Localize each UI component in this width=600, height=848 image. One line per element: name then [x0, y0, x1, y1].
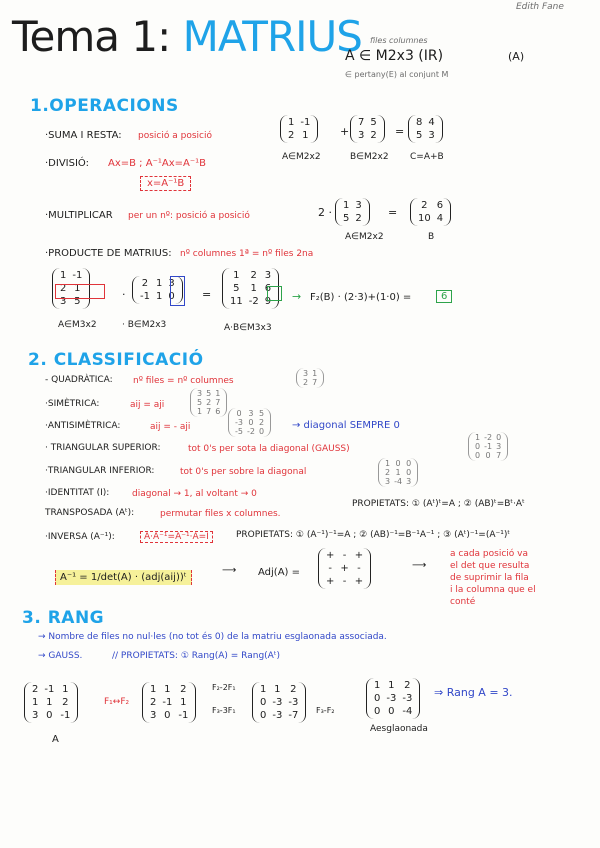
mult-matrix-a	[335, 198, 370, 226]
matrix-cell: 1	[32, 697, 39, 708]
matrix-cell: 3	[355, 200, 362, 211]
matrix-row	[147, 683, 191, 696]
matrix-row	[415, 199, 446, 212]
matrix-cell: 6	[436, 200, 444, 211]
matrix-cell: 3	[32, 710, 39, 721]
matrix-row	[227, 269, 274, 282]
sim-desc: aij = aji	[130, 400, 165, 410]
matrix-row	[371, 679, 415, 692]
row-highlight-box	[55, 284, 105, 299]
equals-sign: =	[395, 125, 405, 138]
matrix-row	[233, 427, 266, 436]
matrix-cell: 2	[290, 684, 297, 695]
matrix-cell: 2	[288, 130, 295, 141]
matrix-row	[233, 418, 266, 427]
matrix-cell: 0	[485, 451, 491, 460]
matrix-row	[473, 451, 503, 460]
matrix-cell: 5	[197, 398, 203, 407]
matrix-cell: 5	[233, 283, 240, 294]
matrix-cell: 1	[150, 684, 157, 695]
matrix-cell: -1	[300, 117, 311, 128]
matrix-cell: 2	[385, 468, 391, 477]
matrix-cell: -5	[235, 427, 243, 436]
matrix-cell: 5	[343, 213, 350, 224]
matrix-row	[323, 562, 366, 575]
inv-label: ·INVERSA (A⁻¹):	[45, 532, 115, 542]
div-result: x=A⁻¹B	[140, 176, 191, 191]
equals-sign: =	[388, 206, 398, 219]
matrix-cell: 3	[385, 477, 391, 486]
trans-label: TRANSPOSADA (Aᵗ):	[45, 508, 135, 518]
result-highlight-box	[267, 286, 282, 301]
matrix-cell: 3	[264, 270, 272, 281]
tinf-matrix	[378, 458, 418, 487]
author-name: Edith Fane	[516, 2, 564, 12]
matrix-row	[371, 692, 415, 705]
col-highlight-box	[170, 276, 185, 306]
matrix-row	[473, 442, 503, 451]
matrix-cell: 0	[258, 427, 265, 436]
matrix-cell: 3	[60, 296, 67, 307]
matrix-row	[57, 269, 85, 282]
prod-c-label: A·B∈M3x3	[224, 323, 272, 333]
prod-a-label: A∈M3x2	[58, 320, 97, 330]
matrix-row	[29, 709, 73, 722]
matrix-cell: 0	[374, 706, 381, 717]
anti-desc: aij = - aji	[150, 422, 191, 432]
equals-sign: =	[202, 288, 212, 301]
rang-matrix-step2	[252, 682, 306, 723]
matrix-cell: 1	[385, 459, 391, 468]
matrix-cell: 1	[74, 283, 81, 294]
op-f2: F₂-2F₁	[212, 683, 236, 692]
matrix-cell: 0	[374, 693, 381, 704]
matrix-cell: -7	[288, 710, 299, 721]
adj-note-line: i la columna que el	[450, 585, 536, 595]
matrix-cell: 5	[370, 117, 377, 128]
matrix-cell: 2	[404, 680, 411, 691]
title-topic: MATRIUS	[182, 12, 362, 61]
matrix-cell: -3	[272, 710, 283, 721]
matrix-cell: 2	[421, 200, 428, 211]
matrix-cell: 9	[264, 296, 272, 307]
matrix-cell: 1	[250, 283, 257, 294]
sim-label: ·SIMÈTRICA:	[45, 399, 100, 409]
dot-sign: ·	[122, 288, 126, 301]
prod-label: ·PRODUCTE DE MATRIUS:	[45, 248, 172, 259]
matrix-row	[340, 212, 365, 225]
matrix-cell: -1	[60, 710, 71, 721]
arrow-icon: →	[292, 290, 302, 303]
tinf-desc: tot 0's per sobre la diagonal	[180, 467, 307, 477]
matrix-cell: 5	[416, 130, 423, 141]
matrix-cell: 1	[475, 433, 481, 442]
mult-label: ·MULTIPLICAR	[45, 210, 113, 221]
matrix-cell: 2	[141, 278, 149, 289]
matrix-cell: 8	[416, 117, 423, 128]
matrix-cell: 5	[258, 409, 265, 418]
matrix-row	[473, 433, 503, 442]
matrix-row	[301, 369, 319, 378]
matrix-cell: 2	[150, 697, 157, 708]
adj-note-line: el det que resulta	[450, 561, 530, 571]
matrix-cell: 5	[206, 389, 212, 398]
inv-props: PROPIETATS: ① (A⁻¹)⁻¹=A ; ② (AB)⁻¹=B⁻¹A⁻¹ ; ③ (Aᵗ)⁻¹=(A⁻¹)ᵗ	[236, 530, 511, 540]
matrix-cell: +	[326, 550, 335, 561]
matrix-cell: -3	[272, 697, 283, 708]
quad-desc: nº files = nº columnes	[133, 376, 234, 386]
matrix-cell: 0	[395, 459, 401, 468]
matrix-cell: 4	[428, 117, 435, 128]
matrix-cell: 1	[288, 117, 295, 128]
adj-sign-matrix	[318, 548, 371, 589]
rang-echelon-label: Aesglaonada	[370, 724, 428, 734]
tinf-label: ·TRIANGULAR INFERIOR:	[45, 466, 155, 476]
anti-label: ·ANTISIMÈTRICA:	[45, 421, 121, 431]
matrix-cell: 1	[388, 680, 395, 691]
matrix-row	[29, 696, 73, 709]
arrow-icon: ⟶	[412, 560, 427, 571]
matrix-cell: 1	[180, 697, 187, 708]
adj-note-line: a cada posició va	[450, 549, 528, 559]
matrix-cell: 0	[260, 710, 267, 721]
rang-a-label: A	[52, 734, 59, 745]
suma-desc: posició a posició	[138, 131, 212, 141]
rang-gauss: → GAUSS.	[38, 651, 83, 661]
rang-result: ⇒ Rang A = 3.	[434, 686, 513, 699]
matrix-cell: 0	[248, 418, 254, 427]
page-title	[12, 12, 362, 61]
set-label: (A)	[508, 50, 525, 63]
tsup-label: · TRIANGULAR SUPERIOR:	[45, 443, 161, 453]
matrix-cell: 0	[406, 459, 412, 468]
matrix-row	[147, 696, 191, 709]
matrix-row	[233, 409, 266, 418]
anti-matrix	[228, 408, 271, 437]
matrix-row	[413, 129, 438, 142]
matrix-cell: 1	[60, 270, 67, 281]
matrix-cell: 3	[168, 278, 175, 289]
div-label: ·DIVISIÓ:	[45, 158, 89, 169]
matrix-cell: 3	[248, 409, 254, 418]
matrix-cell: 1	[155, 291, 163, 302]
matrix-cell: 7	[206, 407, 212, 416]
adj-note-line: conté	[450, 597, 476, 607]
matrix-cell: 2	[62, 697, 69, 708]
matrix-cell: 1	[260, 684, 267, 695]
matrix-cell: 2	[180, 684, 187, 695]
matrix-cell: -	[342, 550, 347, 561]
section-classificacio-heading: 2. CLASSIFICACIÓ	[28, 350, 204, 370]
matrix-cell: 2	[206, 398, 212, 407]
matrix-cell: 7	[215, 398, 221, 407]
matrix-cell: 1	[233, 270, 240, 281]
matrix-cell: 0	[46, 710, 53, 721]
inv-formula: A⁻¹ = 1/det(A) · (adj(aij))ᵗ	[55, 570, 192, 585]
matrix-cell: -3	[386, 693, 397, 704]
suma-matrix-a	[280, 115, 318, 143]
fila-col-note: files columnes	[370, 36, 428, 45]
matrix-cell: -4	[394, 477, 403, 486]
matrix-cell: 3	[150, 710, 157, 721]
matrix-cell: +	[340, 563, 349, 574]
matrix-cell: 1	[343, 200, 350, 211]
matrix-row	[371, 705, 415, 718]
matrix-row	[413, 116, 438, 129]
matrix-cell: +	[326, 576, 335, 587]
suma-label: ·SUMA I RESTA:	[45, 130, 122, 141]
prod-desc: nº columnes 1ª = nº files 2na	[180, 249, 314, 259]
matrix-row	[147, 709, 191, 722]
matrix-cell: 1	[312, 369, 318, 378]
matrix-cell: 3	[406, 477, 412, 486]
matrix-cell: 1	[302, 130, 309, 141]
matrix-row	[383, 459, 413, 468]
matrix-row	[355, 116, 380, 129]
matrix-cell: -1	[162, 697, 173, 708]
matrix-cell: -1	[72, 270, 83, 281]
quad-label: - QUADRÀTICA:	[45, 375, 113, 385]
matrix-row	[29, 683, 73, 696]
matrix-row	[195, 407, 222, 416]
prod-calc: F₂(B) · (2·3)+(1·0) =	[310, 292, 412, 303]
matrix-cell: 1	[46, 697, 53, 708]
matrix-cell: +	[354, 576, 364, 587]
matrix-cell: -3	[288, 697, 299, 708]
matrix-row	[415, 212, 446, 225]
matrix-cell: 7	[496, 451, 502, 460]
section-rang-heading: 3. RANG	[22, 608, 105, 628]
matrix-cell: 1	[197, 407, 203, 416]
matrix-cell: -2	[484, 433, 493, 442]
matrix-cell: -2	[248, 296, 259, 307]
matrix-cell: 10	[418, 213, 431, 224]
rang-definition: → Nombre de files no nul·les (no tot és 0) de la matriu esglaonada associada.	[38, 632, 387, 642]
matrix-row	[257, 709, 301, 722]
matrix-row	[257, 696, 301, 709]
matrix-cell: 2	[303, 378, 309, 387]
rang-props: // PROPIETATS: ① Rang(A) = Rang(Aᵗ)	[112, 651, 280, 661]
matrix-cell: 1	[274, 684, 281, 695]
matrix-cell: 0	[496, 433, 502, 442]
matrix-cell: 1	[155, 278, 163, 289]
mult-b-label: B	[428, 232, 435, 242]
op-f3-f2: F₃-F₂	[316, 706, 335, 715]
matrix-cell: 1	[62, 684, 69, 695]
title-prefix: Tema 1:	[12, 12, 171, 61]
matrix-row	[195, 398, 222, 407]
matrix-cell: 3	[303, 369, 309, 378]
matrix-cell: -	[357, 563, 361, 574]
matrix-row	[383, 477, 413, 486]
matrix-cell: 2	[370, 130, 377, 141]
matrix-row	[285, 129, 313, 142]
matrix-cell: 7	[312, 378, 318, 387]
prod-b-label: · B∈M2x3	[122, 320, 167, 330]
matrix-cell: 2	[258, 418, 265, 427]
matrix-cell: 0	[406, 468, 412, 477]
matrix-row	[323, 549, 366, 562]
matrix-cell: 2	[355, 213, 362, 224]
matrix-cell: 6	[264, 283, 272, 294]
matrix-cell: 0	[236, 409, 242, 418]
tsup-desc: tot 0's per sota la diagonal (GAUSS)	[188, 444, 350, 454]
suma-b-label: B∈M2x2	[350, 152, 389, 162]
matrix-cell: -4	[402, 706, 413, 717]
matrix-row	[257, 683, 301, 696]
matrix-cell: 1	[164, 684, 171, 695]
matrix-cell: 0	[388, 706, 395, 717]
rang-matrix-step1	[142, 682, 196, 723]
matrix-cell: 0	[475, 451, 481, 460]
matrix-cell: 1	[215, 389, 221, 398]
mult-scalar: 2 ·	[318, 206, 332, 219]
suma-matrix-c	[408, 115, 443, 143]
matrix-cell: 0	[475, 442, 481, 451]
matrix-cell: 7	[358, 117, 365, 128]
matrix-cell: -1	[484, 442, 493, 451]
matrix-cell: 5	[74, 296, 81, 307]
suma-c-label: C=A+B	[410, 152, 444, 162]
anti-note: → diagonal SEMPRE 0	[292, 420, 400, 431]
div-equation: Ax=B ; A⁻¹Ax=A⁻¹B	[108, 158, 206, 169]
mult-desc: per un nº: posició a posició	[128, 211, 250, 221]
matrix-row	[355, 129, 380, 142]
suma-matrix-b	[350, 115, 385, 143]
sim-matrix	[190, 388, 227, 417]
section-operacions-heading: 1.OPERACIONS	[30, 96, 179, 116]
matrix-cell: -1	[140, 291, 150, 302]
matrix-row	[195, 389, 222, 398]
matrix-cell: -3	[235, 418, 243, 427]
matrix-cell: 3	[358, 130, 365, 141]
op-swap: F₁↔F₂	[104, 697, 130, 707]
matrix-cell: 3	[197, 389, 203, 398]
matrix-cell: -	[328, 563, 332, 574]
matrix-cell: -	[342, 576, 347, 587]
adj-label: Adj(A) =	[258, 567, 300, 578]
rang-matrix-echelon	[366, 678, 420, 719]
rang-matrix-a	[24, 682, 78, 723]
pertany-note: ∈ pertany(E) al conjunt M	[345, 70, 449, 79]
matrix-cell: 11	[230, 296, 243, 307]
ident-label: ·IDENTITAT (I):	[45, 488, 110, 498]
matrix-row	[285, 116, 313, 129]
matrix-cell: 0	[164, 710, 171, 721]
ident-desc: diagonal → 1, al voltant → 0	[132, 489, 257, 499]
matrix-cell: -3	[402, 693, 413, 704]
matrix-cell: 1	[395, 468, 401, 477]
matrix-row	[301, 378, 319, 387]
matrix-cell: 3	[428, 130, 435, 141]
adj-note-line: de suprimir la fila	[450, 573, 529, 583]
plus-sign: +	[340, 125, 350, 138]
matrix-row	[323, 575, 366, 588]
mult-a-label: A∈M2x2	[345, 232, 384, 242]
mult-matrix-b	[410, 198, 451, 226]
trans-desc: permutar files x columnes.	[160, 509, 281, 519]
matrix-cell: -1	[44, 684, 55, 695]
quad-matrix	[296, 368, 324, 388]
matrix-cell: 3	[496, 442, 502, 451]
op-f3: F₃-3F₁	[212, 706, 236, 715]
matrix-cell: 4	[436, 213, 444, 224]
matrix-cell: -2	[246, 427, 255, 436]
matrix-cell: 2	[250, 270, 257, 281]
prod-result: 6	[436, 290, 452, 303]
matrix-row	[383, 468, 413, 477]
tsup-matrix	[468, 432, 508, 461]
trans-props: PROPIETATS: ① (Aᵗ)ᵗ=A ; ② (AB)ᵗ=Bᵗ·Aᵗ	[352, 499, 525, 509]
adj-note	[450, 548, 536, 608]
set-definition: A ∈ M2x3 (IR)	[345, 48, 444, 64]
matrix-cell: 0	[260, 697, 267, 708]
matrix-cell: -1	[178, 710, 189, 721]
matrix-cell: 2	[60, 283, 67, 294]
arrow-icon: ⟶	[222, 565, 237, 576]
inv-definition: A·A⁻¹=A⁻¹·A=I	[140, 531, 213, 543]
matrix-cell: +	[354, 550, 364, 561]
matrix-row	[340, 199, 365, 212]
matrix-cell: 1	[374, 680, 381, 691]
suma-a-label: A∈M2x2	[282, 152, 321, 162]
matrix-cell: 2	[32, 684, 39, 695]
matrix-cell: 6	[215, 407, 221, 416]
matrix-cell: 0	[168, 291, 175, 302]
